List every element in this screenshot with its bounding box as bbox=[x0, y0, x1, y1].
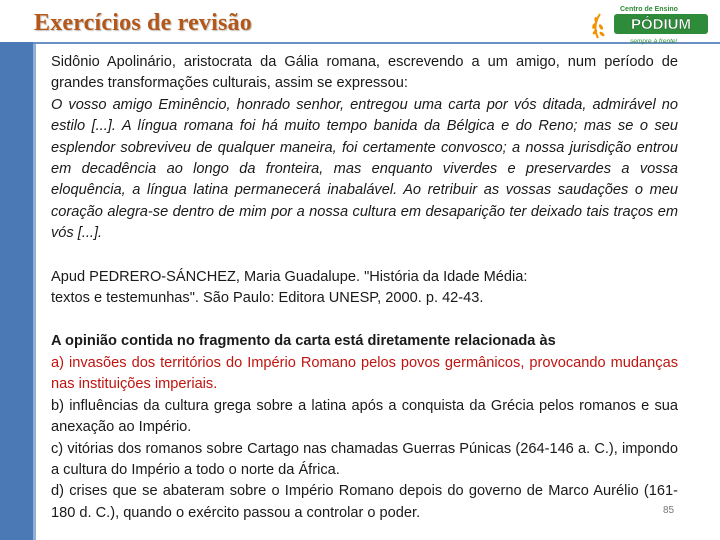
citation bbox=[51, 267, 678, 310]
left-accent-bar bbox=[0, 42, 33, 540]
citation-line1: Apud PEDRERO-SÁNCHEZ, Maria Guadalupe. "História da Idade Média: bbox=[51, 268, 528, 285]
question-stem: A opinião contida no fragmento da carta está diretamente relacionada às bbox=[51, 333, 556, 350]
page-number: 85 bbox=[663, 505, 675, 516]
option-d: d) crises que se abateram sobre o Império Romano depois do governo de Marco Aurélio (161-180 d. C.), quando o exército passou a controlar o poder. bbox=[51, 483, 678, 521]
laurel-icon bbox=[591, 14, 605, 38]
option-c: c) vitórias dos romanos sobre Cartago nas chamadas Guerras Púnicas (264-146 a. C.), impondo a cultura do Império a todo o norte da África. bbox=[51, 440, 678, 478]
logo-tagline: sempre à frente! bbox=[630, 38, 678, 45]
podium-logo bbox=[590, 2, 710, 46]
intro-paragraph: Sidônio Apolinário, aristocrata da Gália romana, escrevendo a um amigo, num período de grandes transformações culturais, assim se expressou: bbox=[51, 54, 678, 92]
slide-content bbox=[51, 52, 678, 524]
option-a-answer: a) invasões dos territórios do Império Romano pelos povos germânicos, provocando mudanças nas instituições imperiais. bbox=[51, 354, 678, 393]
slide-title: Exercícios de revisão bbox=[34, 10, 252, 36]
letter-quote: O vosso amigo Eminêncio, honrado senhor, entregou uma carta por vós ditada, admirável no estilo [...]. A língua romana foi há muito tempo banida da Bélgica e do Reno; mas se o seu esplendor sobreviveu de qualquer maneira, foi certamente convosco; a nossa jurisdição entrou em decadência ao longo da fronteira, mas enquanto viverdes e preservardes a vossa eloquência, a língua latina permanecerá inabalável. Ao retribuir as vossas saudações o meu coração alegra-se dentro de mim por a nossa cultura em desaparição ter deixado tais traços em vós [...]. bbox=[51, 96, 678, 242]
logo-brand: PÓDIUM bbox=[631, 16, 691, 33]
citation-line2: textos e testemunhas". São Paulo: Editora UNESP, 2000. p. 42-43. bbox=[51, 290, 484, 307]
option-b: b) influências da cultura grega sobre a latina após a conquista da Grécia pelos romanos e sua anexação ao Império. bbox=[51, 397, 678, 436]
left-accent-bar-edge bbox=[33, 42, 36, 540]
logo-line1: Centro de Ensino bbox=[620, 6, 678, 13]
